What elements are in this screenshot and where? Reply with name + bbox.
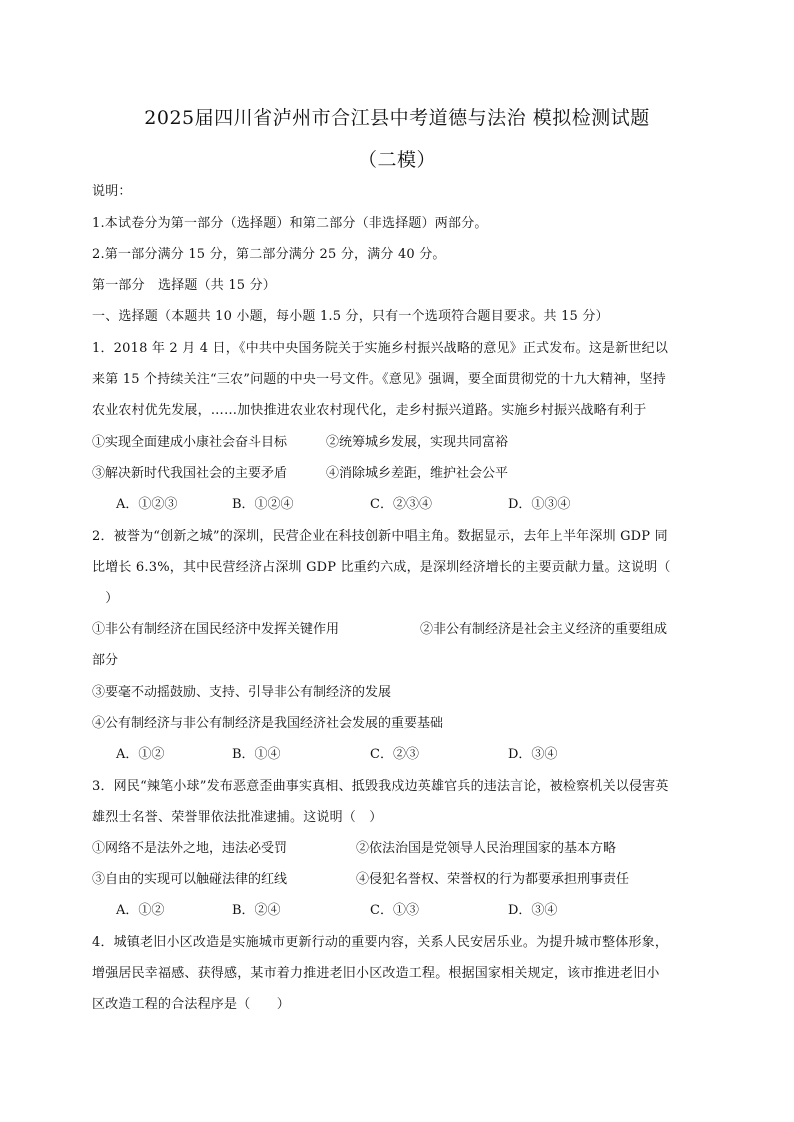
instructions-heading: 说明： <box>92 184 132 199</box>
q3-statement-4: ④侵犯名誉权、荣誉权的行为都要承担刑事责任 <box>356 872 630 887</box>
q2-statement-3: ③要毫不动摇鼓励、支持、引导非公有制经济的发展 <box>92 685 392 700</box>
q1-statement-3: ③解决新时代我国社会的主要矛盾 <box>92 466 288 481</box>
question-1-line-2: 来第 15 个持续关注“三农”问题的中央一号文件。《意见》强调，要全面贯彻党的十九大精神，坚持 <box>92 372 666 387</box>
q3-statement-1: ①网络不是法外之地，违法必受罚 <box>92 841 288 856</box>
q2-statement-2-cont: 部分 <box>92 653 119 668</box>
section-heading: 一、选择题（本题共 10 小题，每小题 1.5 分，只有一个选项符合题目要求。共 15 分） <box>92 309 609 324</box>
question-1-line-1: 1．2018 年 2 月 4 日，《中共中央国务院关于实施乡村振兴战略的意见》正式发布。这是新世纪以 <box>92 341 669 356</box>
q2-statement-1: ①非公有制经济在国民经济中发挥关键作用 <box>92 622 340 637</box>
q2-choice-b: B．①④ <box>232 747 281 762</box>
part-heading: 第一部分 选择题（共 15 分） <box>92 278 277 293</box>
question-4-line-3: 区改造工程的合法程序是（ ） <box>92 997 291 1012</box>
q3-choice-d: D．③④ <box>508 903 558 918</box>
instruction-note-2: 2.第一部分满分 15 分，第二部分满分 25 分，满分 40 分。 <box>92 247 446 262</box>
page-subtitle: （二模） <box>357 149 436 171</box>
q3-choice-b: B．②④ <box>232 903 281 918</box>
question-2-line-3: ） <box>92 591 119 606</box>
q1-choice-d: D．①③④ <box>508 497 571 512</box>
q2-choice-a: A．①② <box>116 747 165 762</box>
q3-choice-c: C．①③ <box>370 903 419 918</box>
instruction-note-1: 1.本试卷分为第一部分（选择题）和第二部分（非选择题）两部分。 <box>92 216 488 231</box>
q1-statement-1: ①实现全面建成小康社会奋斗目标 <box>92 435 288 450</box>
question-4-line-2: 增强居民幸福感、获得感，某市着力推进老旧小区改造工程。根据国家相关规定，该市推进老旧小 <box>92 966 660 981</box>
q2-choice-c: C．②③ <box>370 747 419 762</box>
q1-statement-2: ②统筹城乡发展，实现共同富裕 <box>326 435 509 450</box>
q3-statement-3: ③自由的实现可以触碰法律的红线 <box>92 872 288 887</box>
q3-statement-2: ②依法治国是党领导人民治理国家的基本方略 <box>356 841 617 856</box>
page-title: 2025届四川省泸州市合江县中考道德与法治 模拟检测试题 <box>144 107 650 129</box>
q3-choice-a: A．①② <box>116 903 165 918</box>
question-2-line-1: 2．被誉为“创新之城”的深圳，民营企业在科技创新中唱主角。数据显示，去年上半年深圳 GDP 同 <box>92 529 668 544</box>
q1-choice-b: B．①②④ <box>232 497 294 512</box>
q1-choice-c: C．②③④ <box>370 497 432 512</box>
question-4-line-1: 4．城镇老旧小区改造是实施城市更新行动的重要内容，关系人民安居乐业。为提升城市整体形象， <box>92 935 669 950</box>
question-3-line-2: 雄烈士名誉、荣誉罪依法批准逮捕。这说明（ ） <box>92 810 383 825</box>
q2-statement-2: ②非公有制经济是社会主义经济的重要组成 <box>420 622 668 637</box>
q2-statement-4: ④公有制经济与非公有制经济是我国经济社会发展的重要基础 <box>92 716 444 731</box>
q2-choice-d: D．③④ <box>508 747 558 762</box>
question-3-line-1: 3．网民“辣笔小球”发布恶意歪曲事实真相、抵毁我戍边英雄官兵的违法言论，被检察机关以侵害英 <box>92 779 669 794</box>
q1-statement-4: ④消除城乡差距，维护社会公平 <box>326 466 509 481</box>
question-1-line-3: 农业农村优先发展，……加快推进农业农村现代化，走乡村振兴道路。实施乡村振兴战略有利于 <box>92 403 647 418</box>
q1-choice-a: A．①②③ <box>116 497 178 512</box>
question-2-line-2: 比增长 6.3%，其中民营经济占深圳 GDP 比重约六成，是深圳经济增长的主要贡献力量。这说明（ <box>92 560 671 575</box>
